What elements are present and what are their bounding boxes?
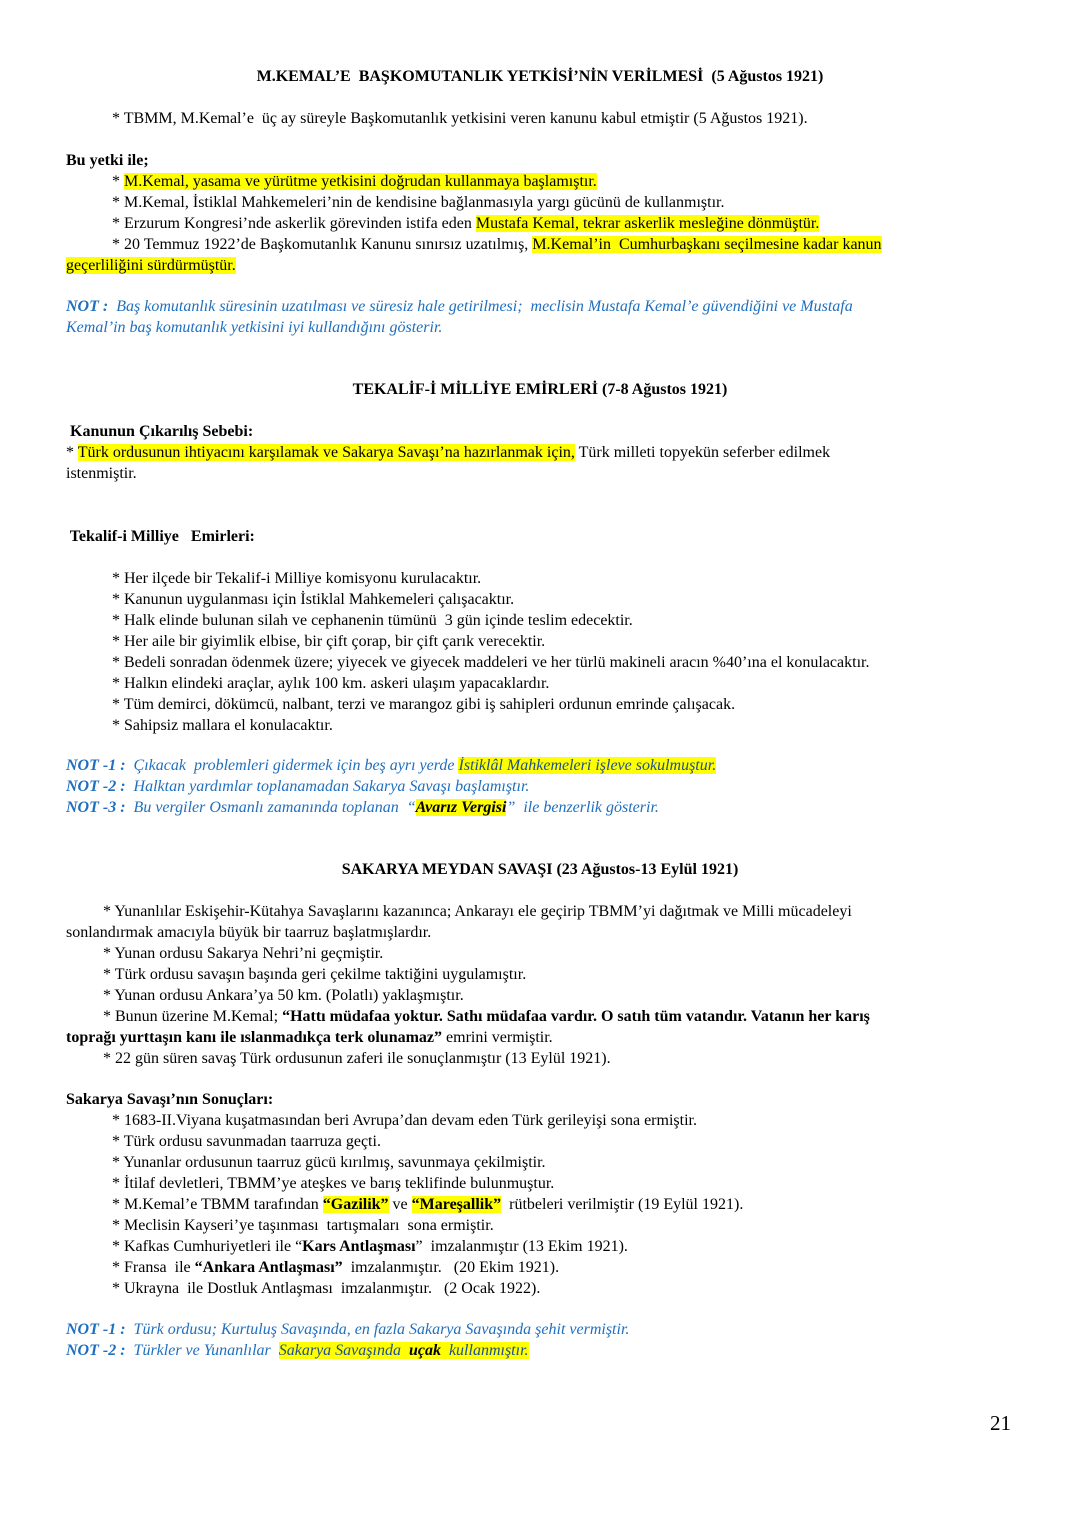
text-line — [66, 1173, 991, 1194]
text-line — [112, 589, 1037, 610]
text-segment: * İtilaf devletleri, TBMM’ye ateşkes ve barış teklifinde bulunmuştur. — [112, 1175, 555, 1192]
text-line — [66, 943, 991, 964]
note-block — [66, 755, 991, 818]
highlighted-text: “Gazilik” — [322, 1196, 389, 1213]
note-label: NOT -1 : — [66, 757, 126, 774]
highlighted-text: Avarız Vergisi — [415, 799, 507, 816]
text-segment: Bu yetki ile; — [66, 152, 149, 169]
text-line — [66, 1236, 991, 1257]
text-segment: * Halk elinde bulunan silah ve cephanenin tümünü 3 gün içinde teslim edecektir. — [112, 612, 633, 629]
highlighted-text: geçerliliğini sürdürmüştür. — [66, 257, 236, 274]
text-segment: Türkler ve Yunanlılar — [125, 1342, 279, 1359]
text-segment: Halktan yardımlar toplanamadan Sakarya Savaşı başlamıştır. — [125, 778, 530, 795]
text-line — [66, 317, 991, 338]
text-line — [66, 922, 991, 943]
text-block — [66, 1089, 991, 1299]
note-label: NOT -1 : — [66, 1321, 126, 1338]
text-line — [66, 296, 991, 317]
text-segment: TEKALİF-İ MİLLİYE EMİRLERİ (7-8 Ağustos 1921) — [352, 381, 728, 398]
text-segment: Kemal’in baş komutanlık yetkisini iyi kullandığını gösterir. — [66, 319, 443, 336]
text-segment: * Yunanlar ordusunun taarruz gücü kırılmış, savunmaya çekilmiştir. — [112, 1154, 546, 1171]
text-line — [66, 1131, 991, 1152]
text-line — [66, 1110, 991, 1131]
text-line — [66, 985, 991, 1006]
text-segment: * Kanunun uygulanması için İstiklal Mahkemeleri çalışacaktır. — [112, 591, 515, 608]
text-block — [66, 901, 991, 1069]
text-line — [0, 379, 1080, 400]
note-label: NOT -2 : — [66, 1342, 126, 1359]
text-segment: Kars Antlaşması — [302, 1238, 416, 1255]
text-segment: * 1683-II.Viyana kuşatmasından beri Avrupa’dan devam eden Türk gerileyişi sona ermiştir. — [112, 1112, 697, 1129]
note-label: NOT -3 : — [66, 799, 126, 816]
text-line — [66, 192, 991, 213]
text-segment: * Türk ordusu savaşın başında geri çekilme taktiğini uygulamıştır. — [103, 966, 527, 983]
text-segment: “Hattı müdafaa yoktur. Sathı müdafaa vardır. O satıh tüm vatandır. Vatanın her karış — [282, 1008, 870, 1025]
text-segment: * Yunanlılar Eskişehir-Kütahya Savaşlarını kazanınca; Ankarayı ele geçirip TBMM’yi dağıtmak ve Milli mücadeleyi — [103, 903, 852, 920]
text-segment: Türk milleti topyekün seferber edilmek — [574, 444, 831, 461]
text-segment: imzalanmıştır. (20 Ekim 1921). — [342, 1259, 560, 1276]
text-block — [66, 526, 991, 547]
text-line — [66, 1027, 991, 1048]
text-segment: Türk ordusu; Kurtuluş Savaşında, en fazla Sakarya Savaşında şehit vermiştir. — [125, 1321, 630, 1338]
text-line — [66, 1257, 991, 1278]
text-segment: ” ile benzerlik gösterir. — [506, 799, 659, 816]
text-block — [66, 108, 1037, 129]
text-line — [112, 694, 1037, 715]
text-segment: * Sahipsiz mallara el konulacaktır. — [112, 717, 333, 734]
text-segment: emrini vermiştir. — [442, 1029, 553, 1046]
text-segment: Tekalif-i Milliye Emirleri: — [66, 528, 255, 545]
text-segment: * 22 gün süren savaş Türk ordusunun zaferi ile sonuçlanmıştır (13 Eylül 1921). — [103, 1050, 611, 1067]
text-line — [66, 463, 991, 484]
text-segment: Çıkacak problemleri gidermek için beş ayrı yerde — [125, 757, 459, 774]
text-line — [112, 631, 1037, 652]
text-segment: sonlandırmak amacıyla büyük bir taarruz başlatmışlardır. — [66, 924, 432, 941]
text-segment: istenmiştir. — [66, 465, 137, 482]
text-segment: * Yunan ordusu Ankara’ya 50 km. (Polatlı) yaklaşmıştır. — [103, 987, 464, 1004]
text-line — [66, 797, 991, 818]
text-segment: * Fransa ile — [112, 1259, 195, 1276]
text-segment: * — [66, 444, 78, 461]
text-line — [66, 776, 991, 797]
highlighted-text: uçak — [408, 1342, 441, 1359]
text-segment: * Ukrayna ile Dostluk Antlaşması imzalanmıştır. (2 Ocak 1922). — [112, 1280, 541, 1297]
text-line — [66, 1319, 991, 1340]
text-line — [66, 1215, 991, 1236]
text-segment: * Türk ordusu savunmadan taarruza geçti. — [112, 1133, 381, 1150]
page-number: 21 — [990, 1411, 1011, 1435]
highlighted-text: “Mareşallik” — [411, 1196, 502, 1213]
text-segment: toprağı yurttaşın kanı ile ıslanmadıkça terk olunamaz” — [66, 1029, 443, 1046]
text-segment: Kanunun Çıkarılış Sebebi: — [66, 423, 254, 440]
text-segment: * Yunan ordusu Sakarya Nehri’ni geçmiştir. — [103, 945, 384, 962]
text-line — [66, 1194, 991, 1215]
text-segment: * Meclisin Kayseri’ye taşınması tartışmaları sona ermiştir. — [112, 1217, 494, 1234]
text-segment: * Tüm demirci, dökümcü, nalbant, terzi ve marangoz gibi iş sahipleri ordunun emrinde çalışacak. — [112, 696, 736, 713]
text-segment: * 20 Temmuz 1922’de Başkomutanlık Kanunu sınırsız uzatılmış, — [112, 236, 533, 253]
text-line — [66, 901, 991, 922]
text-segment: SAKARYA MEYDAN SAVAŞI (23 Ağustos-13 Eylül 1921) — [341, 861, 739, 878]
text-line — [66, 526, 991, 547]
text-segment: “Ankara Antlaşması” — [194, 1259, 343, 1276]
text-segment: * M.Kemal’e TBMM tarafından — [112, 1196, 323, 1213]
note-label: NOT -2 : — [66, 778, 126, 795]
note-label: NOT : — [66, 298, 109, 315]
text-line — [66, 421, 991, 442]
text-block — [66, 150, 991, 276]
text-line — [66, 964, 991, 985]
text-line — [66, 150, 991, 171]
text-line — [112, 715, 1037, 736]
highlighted-text: Türk ordusunun ihtiyacını karşılamak ve Sakarya Savaşı’na hazırlanmak için, — [77, 444, 575, 461]
text-block — [66, 568, 1037, 736]
text-segment: * — [112, 173, 124, 190]
text-segment: * TBMM, M.Kemal’e üç ay süreyle Başkomutanlık yetkisini veren kanunu kabul etmiştir (5 Ağustos 1921). — [112, 110, 808, 127]
text-line — [66, 755, 991, 776]
highlighted-text: Sakarya Savaşında — [278, 1342, 409, 1359]
text-segment: M.KEMAL’E BAŞKOMUTANLIK YETKİSİ’NİN VERİLMESİ (5 Ağustos 1921) — [256, 68, 824, 85]
section-heading — [0, 66, 1080, 87]
text-line — [66, 171, 991, 192]
note-block — [66, 1319, 991, 1361]
text-segment: * Bunun üzerine M.Kemal; — [103, 1008, 283, 1025]
highlighted-text: M.Kemal, yasama ve yürütme yetkisini doğrudan kullanmaya başlamıştır. — [124, 173, 597, 190]
note-block — [66, 296, 991, 338]
text-line — [66, 1089, 991, 1110]
text-segment: * M.Kemal, İstiklal Mahkemeleri’nin de kendisine bağlanmasıyla yargı gücünü de kullanmıştır. — [112, 194, 725, 211]
text-segment: Sakarya Savaşı’nın Sonuçları: — [66, 1091, 274, 1108]
text-line — [0, 66, 1080, 87]
section-heading — [0, 379, 1080, 400]
text-line — [66, 1278, 991, 1299]
text-segment: rütbeleri verilmiştir (19 Eylül 1921). — [501, 1196, 744, 1213]
highlighted-text: M.Kemal’in Cumhurbaşkanı seçilmesine kadar kanun — [532, 236, 882, 253]
text-line — [112, 108, 1037, 129]
highlighted-text: İstiklâl Mahkemeleri işleve sokulmuştur. — [458, 757, 717, 774]
text-line — [66, 213, 991, 234]
text-segment: ve — [388, 1196, 412, 1213]
section-heading — [0, 859, 1080, 880]
text-segment: * Kafkas Cumhuriyetleri ile “ — [112, 1238, 303, 1255]
text-line — [112, 610, 1037, 631]
text-line — [112, 652, 1037, 673]
text-line — [66, 442, 991, 463]
text-block — [66, 421, 991, 484]
highlighted-text: Mustafa Kemal, tekrar askerlik mesleğine dönmüştür. — [475, 215, 820, 232]
text-line — [0, 859, 1080, 880]
text-line — [66, 1152, 991, 1173]
text-segment: * Halkın elindeki araçlar, aylık 100 km. askeri ulaşım yapacaklardır. — [112, 675, 550, 692]
text-segment: * Bedeli sonradan ödenmek üzere; yiyecek ve giyecek maddeleri ve her türlü makineli aracın %40’ına el konulacaktır. — [112, 654, 870, 671]
text-segment: * Her ilçede bir Tekalif-i Milliye komisyonu kurulacaktır. — [112, 570, 482, 587]
text-segment: * Her aile bir giyimlik elbise, bir çift çorap, bir çift çarık verecektir. — [112, 633, 546, 650]
text-line — [66, 255, 991, 276]
text-segment: Bu vergiler Osmanlı zamanında toplanan “ — [125, 799, 416, 816]
text-segment: Baş komutanlık süresinin uzatılması ve süresiz hale getirilmesi; meclisin Mustafa Kemal’e güvendiğini ve Mustafa — [108, 298, 853, 315]
text-line — [112, 568, 1037, 589]
text-line — [112, 673, 1037, 694]
text-line — [66, 1340, 991, 1361]
text-line — [66, 234, 991, 255]
text-segment: ” imzalanmıştır (13 Ekim 1921). — [415, 1238, 628, 1255]
text-line — [66, 1048, 991, 1069]
highlighted-text: kullanmıştır. — [440, 1342, 529, 1359]
text-line — [66, 1006, 991, 1027]
text-segment: * Erzurum Kongresi’nde askerlik görevinden istifa eden — [112, 215, 476, 232]
